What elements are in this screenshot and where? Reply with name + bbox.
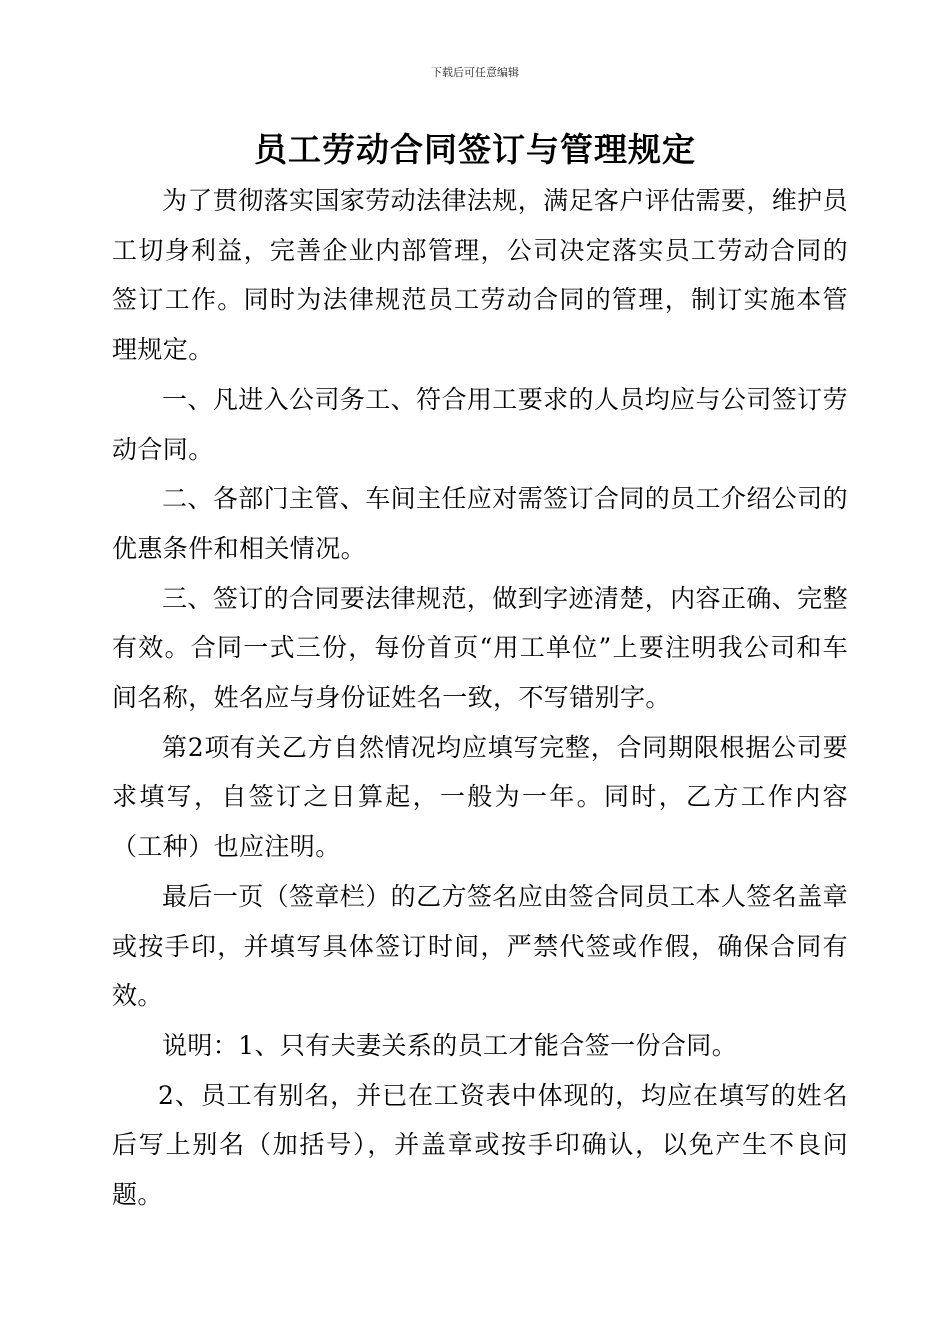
header-note: 下载后可任意编辑 [431,66,519,79]
clause-2-paragraph: 二、各部门主管、车间主任应对需签订合同的员工介绍公司的优惠条件和相关情况。 [112,484,848,563]
document-body [112,176,848,1220]
intro-paragraph: 为了贯彻落实国家劳动法律法规，满足客户评估需要，维护员工切身利益，完善企业内部管理，公司决定落实员工劳动合同的签订工作。同时为法律规范员工劳动合同的管理，制订实施本管理规定。 [112,186,848,365]
clause-1-paragraph: 一、凡进入公司务工、符合用工要求的人员均应与公司签订劳动合同。 [112,384,848,464]
clause-3-paragraph: 三、签订的合同要法律规范，做到字迹清楚，内容正确、完整有效。合同一式三份，每份首页“用工单位”上要注明我公司和车间名称，姓名应与身份证姓名一致，不写错别字。 [112,583,848,713]
item-2-paragraph: 第2项有关乙方自然情况均应填写完整，合同期限根据公司要求填写，自签订之日算起，一般为一年。同时，乙方工作内容（工种）也应注明。 [112,732,848,862]
note-1-paragraph: 说明：1、只有夫妻关系的员工才能合签一份合同。 [162,1030,738,1060]
note-2-paragraph: 2、员工有别名，并已在工资表中体现的，均应在填写的姓名后写上别名（加括号），并盖章或按手印确认，以免产生不良问题。 [112,1080,848,1210]
document-title: 员工劳动合同签订与管理规定 [254,130,696,169]
signature-paragraph: 最后一页（签章栏）的乙方签名应由签合同员工本人签名盖章或按手印，并填写具体签订时间，严禁代签或作假，确保合同有效。 [112,881,848,1011]
